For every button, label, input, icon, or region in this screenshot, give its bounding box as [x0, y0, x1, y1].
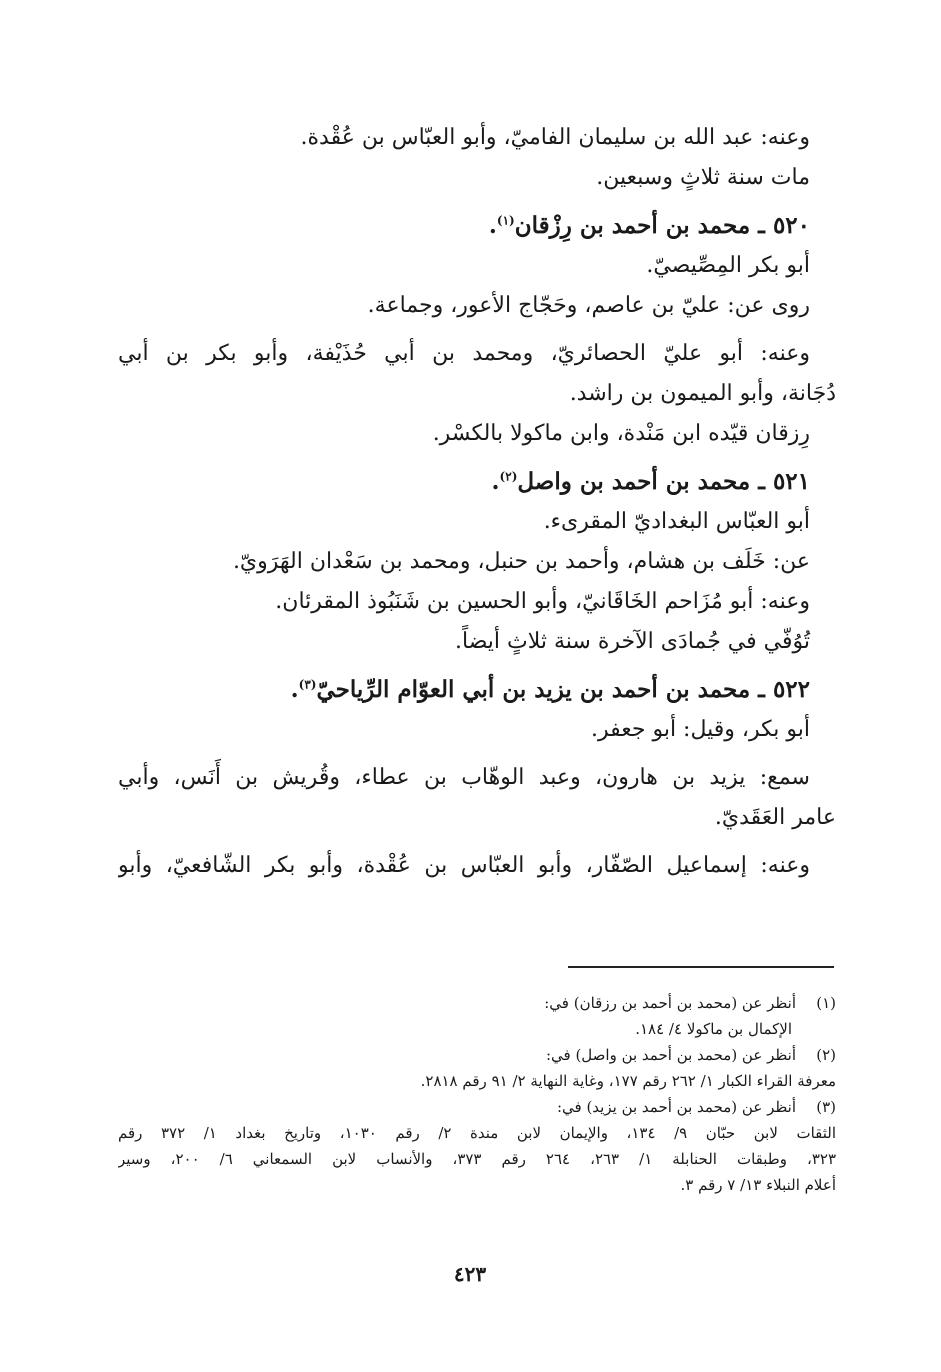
footnote-line — [118, 1094, 836, 1120]
footnote-line — [118, 1042, 836, 1068]
footnote-marker[interactable]: (١) — [496, 213, 515, 228]
text-line: دُجَانة، وأبو الميمون بن راشد. — [569, 381, 836, 406]
text-line: وعنه: أبو مُزَاحم الخَاقَانيّ، وأبو الحسين بن شَنَبُوذ المقرئان. — [275, 589, 810, 614]
main-text-block — [118, 118, 836, 886]
text-line: عامر العَقَديّ. — [714, 805, 836, 830]
footnote-line: الثقات لابن حبّان ٩/ ١٣٤، والإيمان لابن مندة ٢/ رقم ١٠٣٠، وتاريخ بغداد ١/ ٣٧٢ رقم — [118, 1124, 836, 1142]
footnote-marker[interactable]: (٢) — [499, 469, 518, 484]
text-line: تُوُفّي في جُمادَى الآخرة سنة ثلاثٍ أيضاً. — [455, 629, 810, 654]
heading-text: ٥٢١ ـ محمد بن أحمد بن واصل — [517, 468, 810, 495]
entry-heading-521 — [118, 462, 836, 502]
footnote-line — [118, 990, 836, 1016]
text-line: رِزقان قيّده ابن مَنْدة، وابن ماكولا بالكسْر. — [432, 421, 810, 446]
text-line: وعنه: عبد الله بن سليمان الفاميّ، وأبو العبّاس بن عُقْدة. — [300, 125, 810, 150]
footnote-line: ٣٢٣، وطبقات الحنابلة ١/ ٢٦٣، ٢٦٤ رقم ٣٧٣، والأنساب لابن السمعاني ٦/ ٢٠٠، وسير — [118, 1150, 836, 1168]
footnote-text: أنظر عن (محمد بن أحمد بن رزقان) في: — [544, 994, 796, 1012]
text-line: أبو بكر، وقيل: أبو جعفر. — [590, 717, 810, 742]
footnote-text: أنظر عن (محمد بن أحمد بن واصل) في: — [545, 1046, 796, 1064]
page-number: ٤٢٣ — [453, 1262, 487, 1286]
footnote-separator — [568, 966, 834, 968]
text-line: مات سنة ثلاثٍ وسبعين. — [596, 165, 810, 190]
footnote-number: (١) — [816, 994, 836, 1012]
text-line: أبو العبّاس البغداديّ المقرىء. — [543, 509, 810, 534]
heading-suffix: . — [488, 212, 497, 239]
heading-suffix: . — [290, 676, 299, 703]
footnote-text: أنظر عن (محمد بن أحمد بن يزيد) في: — [556, 1098, 796, 1116]
footnote-line: أعلام النبلاء ١٣/ ٧ رقم ٣. — [680, 1176, 836, 1194]
text-line: سمع: يزيد بن هارون، وعبد الوهّاب بن عطاء، وقُريش بن أَنَس، وأبي — [118, 765, 810, 790]
footnotes-block — [118, 990, 836, 1198]
entry-heading-522 — [118, 670, 836, 710]
footnote-line: معرفة القراء الكبار ١/ ٢٦٢ رقم ١٧٧، وغاية النهاية ٢/ ٩١ رقم ٢٨١٨. — [420, 1072, 836, 1090]
heading-suffix: . — [491, 468, 500, 495]
footnote-line: الإكمال بن ماكولا ٤/ ١٨٤. — [635, 1020, 792, 1038]
footnote-number: (٢) — [816, 1046, 836, 1064]
text-line: وعنه: إسماعيل الصّفّار، وأبو العبّاس بن عُقْدة، وأبو بكر الشّافعيّ، وأبو — [118, 853, 810, 878]
text-line: أبو بكر المِصِّيصيّ. — [646, 253, 810, 278]
heading-text: ٥٢٢ ـ محمد بن أحمد بن يزيد بن أبي العوّام الرِّياحيّ — [316, 676, 810, 703]
text-line: عن: خَلَف بن هشام، وأحمد بن حنبل، ومحمد بن سَعْدان الهَرَويّ. — [232, 549, 810, 574]
footnote-marker[interactable]: (٣) — [298, 677, 317, 692]
heading-text: ٥٢٠ ـ محمد بن أحمد بن رِزْقان — [514, 212, 810, 239]
text-line: وعنه: أبو عليّ الحصائريّ، ومحمد بن أبي حُذَيْفة، وأبو بكر بن أبي — [118, 341, 810, 366]
footnote-number: (٣) — [816, 1098, 836, 1116]
text-line: روى عن: عليّ بن عاصم، وحَجّاج الأعور، وجماعة. — [367, 293, 810, 318]
entry-heading-520 — [118, 206, 836, 246]
